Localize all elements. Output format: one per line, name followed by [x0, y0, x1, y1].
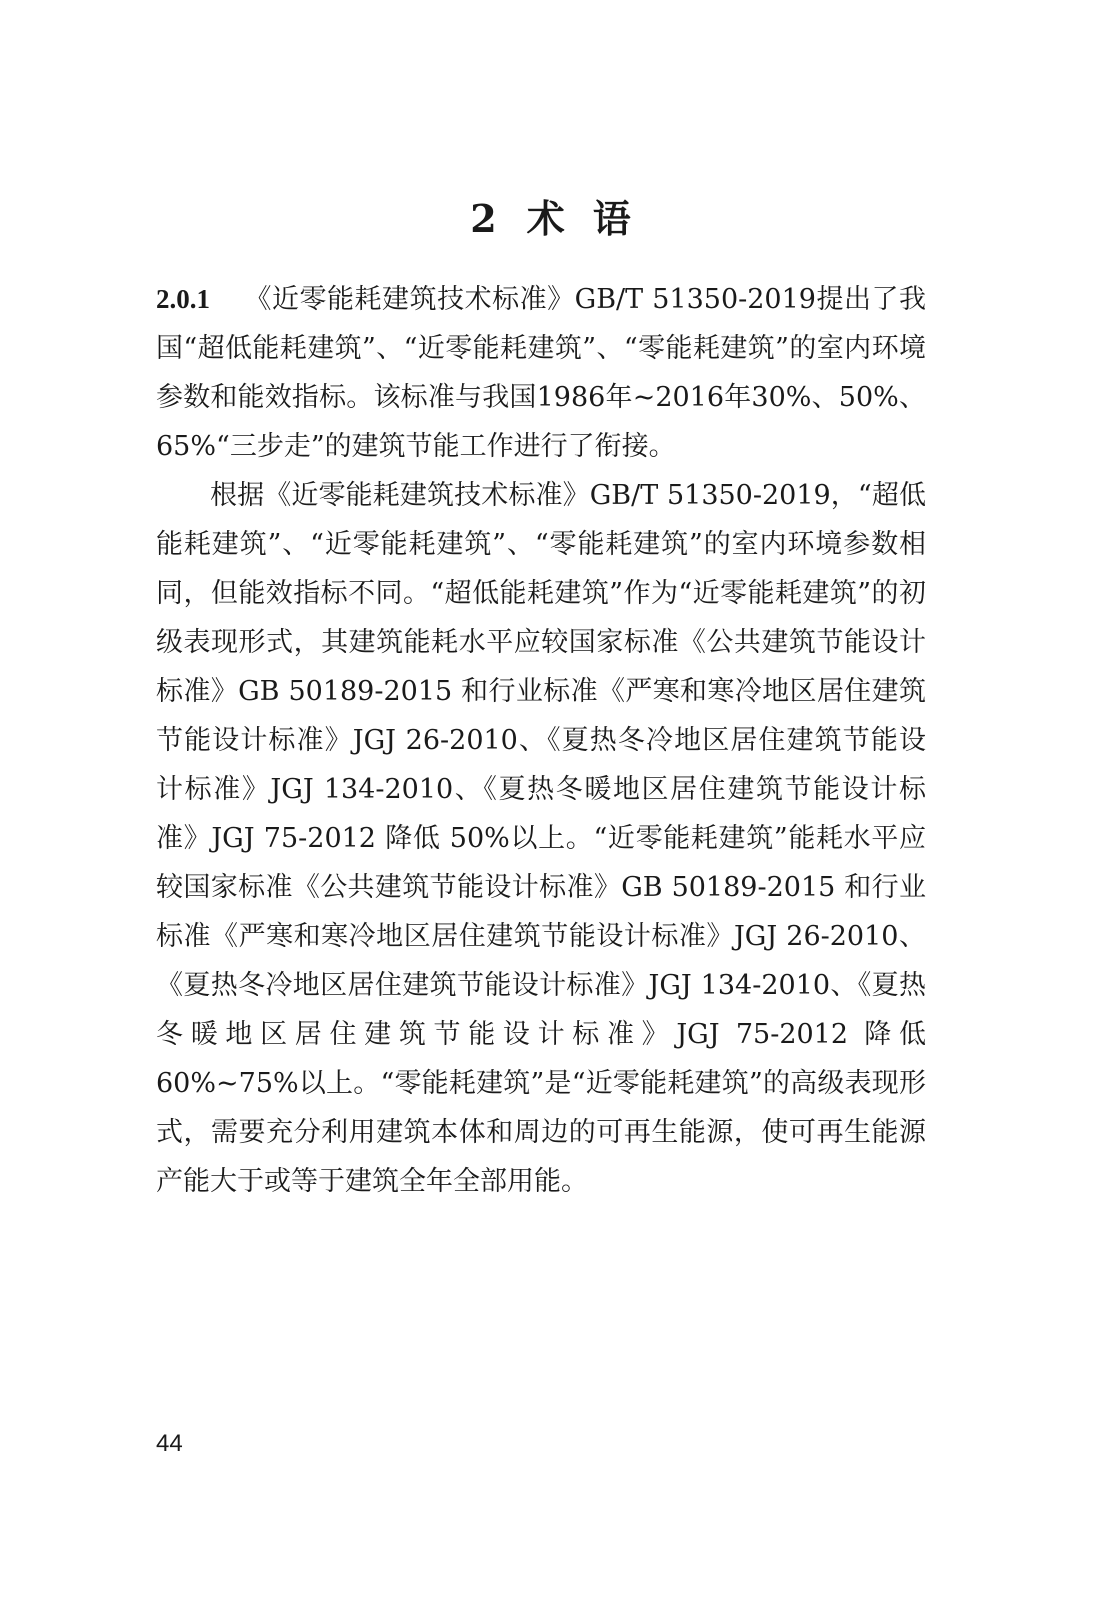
chapter-title-part1: 术: [526, 196, 567, 241]
clause-2-0-1: [156, 275, 926, 1206]
chapter-title-part2: 语: [592, 196, 633, 241]
clause-number: 2.0.1: [156, 284, 210, 314]
clause-paragraph-2: 根据《近零能耗建筑技术标准》GB/T 51350-2019，“超低能耗建筑”、“近零能耗建筑”、“零能耗建筑”的室内环境参数相同，但能效指标不同。“超低能耗建筑”作为“近零能耗建筑”的初级表现形式，其建筑能耗水平应较国家标准《公共建筑节能设计标准》GB 50189-2015 和行业标准《严寒和寒冷地区居住建筑节能设计标准》JGJ 26-2010、《夏热冬冷地区居住建筑节能设计标准》JGJ 134-2010、《夏热冬暖地区居住建筑节能设计标准》JGJ 75-2012 降低 50%以上。“近零能耗建筑”能耗水平应较国家标准《公共建筑节能设计标准》GB 50189-2015 和行业标准《严寒和寒冷地区居住建筑节能设计标准》JGJ 26-2010、《夏热冬冷地区居住建筑节能设计标准》JGJ 134-2010、《夏热冬暖地区居住建筑节能设计标准》JGJ 75-2012 降低 60%~75%以上。“零能耗建筑”是“近零能耗建筑”的高级表现形式，需要充分利用建筑本体和周边的可再生能源，使可再生能源产能大于或等于建筑全年全部用能。: [156, 480, 926, 1197]
page-number: 44: [156, 1430, 183, 1457]
chapter-number: 2: [470, 196, 499, 241]
clause-paragraph-1: [156, 275, 926, 471]
clause-paragraph-1-text: 《近零能耗建筑技术标准》GB/T 51350-2019提出了我国“超低能耗建筑”、“近零能耗建筑”、“零能耗建筑”的室内环境参数和能效指标。该标准与我国1986年~2016年30%、50%、65%“三步走”的建筑节能工作进行了衔接。: [156, 284, 926, 462]
chapter-title: [0, 188, 1103, 243]
